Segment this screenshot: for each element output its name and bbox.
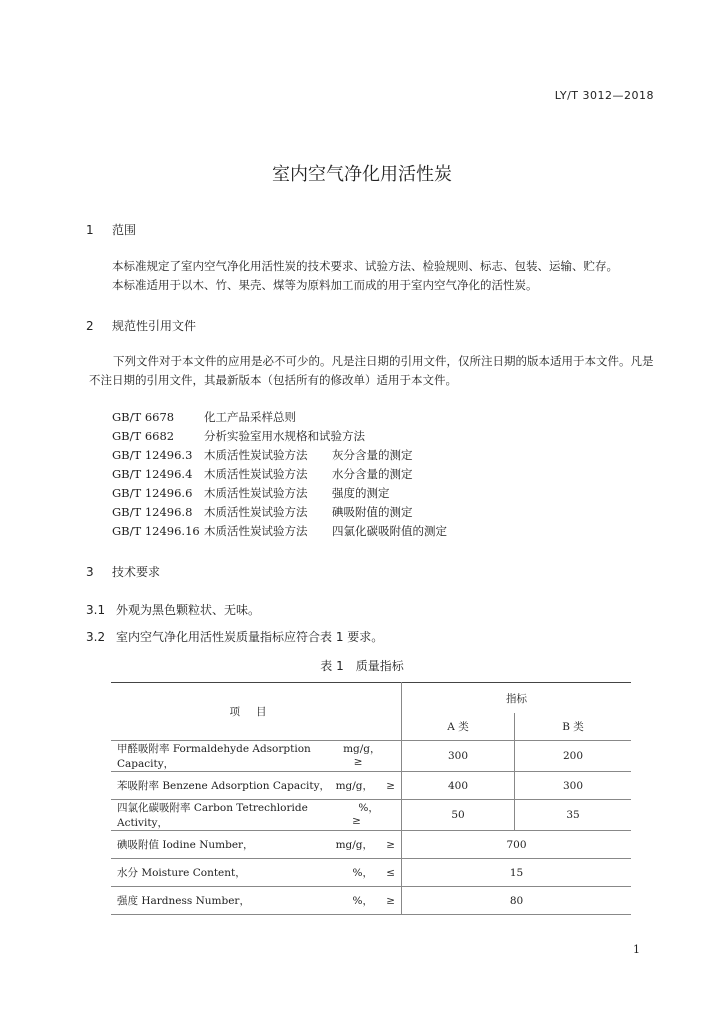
row-unit: %， bbox=[352, 867, 373, 879]
table-row bbox=[111, 741, 631, 772]
reference-item bbox=[112, 409, 296, 428]
reference-code: GB/T 6678 bbox=[112, 410, 175, 424]
reference-category: 木质活性炭试验方法 bbox=[204, 467, 308, 481]
reference-code: GB/T 12496.8 bbox=[112, 505, 193, 519]
section-3-heading bbox=[86, 563, 160, 580]
reference-title: 化工产品采样总则 bbox=[204, 410, 296, 424]
section-title: 范围 bbox=[112, 223, 137, 237]
class-a-header: A 类 bbox=[402, 713, 515, 741]
row-label: 强度 Hardness Number， bbox=[117, 895, 250, 907]
reference-item bbox=[112, 466, 413, 485]
table-row bbox=[111, 859, 631, 887]
quality-table bbox=[111, 682, 631, 915]
value-b: 35 bbox=[515, 800, 632, 831]
row-comparator: ≥ bbox=[386, 839, 395, 851]
reference-code: GB/T 12496.6 bbox=[112, 486, 193, 500]
reference-title: 强度的测定 bbox=[332, 486, 390, 500]
row-comparator: ≥ bbox=[353, 756, 363, 768]
section-number: 3 bbox=[86, 565, 94, 579]
row-unit: %， bbox=[352, 895, 373, 907]
row-label: 水分 Moisture Content， bbox=[117, 867, 246, 879]
subclause-text: 外观为黑色颗粒状、无味。 bbox=[116, 603, 261, 617]
value-merged: 80 bbox=[402, 887, 632, 915]
reference-category: 木质活性炭试验方法 bbox=[204, 486, 308, 500]
page-number: 1 bbox=[633, 943, 640, 956]
subclause-number: 3.2 bbox=[86, 630, 106, 644]
row-comparator: ≥ bbox=[386, 780, 395, 792]
table-caption: 表 1 质量指标 bbox=[320, 659, 404, 673]
value-a: 400 bbox=[402, 772, 515, 800]
value-merged: 700 bbox=[402, 831, 632, 859]
section-2-heading bbox=[86, 317, 196, 334]
value-a: 300 bbox=[402, 741, 515, 772]
class-b-header: B 类 bbox=[515, 713, 632, 741]
standard-code: LY/T 3012—2018 bbox=[554, 89, 654, 102]
reference-title: 灰分含量的测定 bbox=[332, 448, 413, 462]
reference-item bbox=[112, 523, 447, 542]
table-row bbox=[111, 831, 631, 859]
row-unit: %， bbox=[358, 802, 379, 814]
row-label: 苯吸附率 Benzene Adsorption Capacity， bbox=[117, 780, 331, 792]
reference-code: GB/T 12496.16 bbox=[112, 524, 200, 538]
reference-title: 四氯化碳吸附值的测定 bbox=[332, 524, 447, 538]
subclause-3-2 bbox=[86, 628, 383, 645]
reference-title: 分析实验室用水规格和试验方法 bbox=[204, 429, 365, 443]
section-title: 规范性引用文件 bbox=[112, 319, 197, 333]
index-header: 指标 bbox=[402, 683, 632, 714]
value-a: 50 bbox=[402, 800, 515, 831]
row-comparator: ≤ bbox=[386, 867, 395, 879]
row-unit: mg/g， bbox=[343, 743, 381, 755]
reference-item bbox=[112, 447, 413, 466]
value-merged: 15 bbox=[402, 859, 632, 887]
table-row bbox=[111, 800, 631, 831]
reference-item bbox=[112, 504, 413, 523]
reference-code: GB/T 6682 bbox=[112, 429, 175, 443]
row-unit: mg/g， bbox=[335, 839, 373, 851]
reference-item bbox=[112, 428, 365, 447]
section-number: 2 bbox=[86, 319, 94, 333]
reference-title: 水分含量的测定 bbox=[332, 467, 413, 481]
section-1-heading bbox=[86, 221, 136, 238]
row-unit: mg/g， bbox=[335, 780, 373, 792]
section-title: 技术要求 bbox=[112, 565, 161, 579]
subclause-number: 3.1 bbox=[86, 603, 106, 617]
reference-code: GB/T 12496.3 bbox=[112, 448, 193, 462]
paragraph: 下列文件对于本文件的应用是必不可少的。凡是注日期的引用文件，仅所注日期的版本适用于本文件。凡是不注日期的引用文件，其最新版本（包括所有的修改单）适用于本文件。 bbox=[89, 354, 654, 387]
document-title: 室内空气净化用活性炭 bbox=[272, 164, 452, 185]
value-b: 300 bbox=[515, 772, 632, 800]
reference-title: 碘吸附值的测定 bbox=[332, 505, 413, 519]
reference-category: 木质活性炭试验方法 bbox=[204, 505, 308, 519]
row-label: 甲醛吸附率 Formaldehyde Adsorption Capacity， bbox=[117, 743, 311, 770]
reference-category: 木质活性炭试验方法 bbox=[204, 524, 308, 538]
table-row bbox=[111, 887, 631, 915]
paragraph: 本标准规定了室内空气净化用活性炭的技术要求、试验方法、检验规则、标志、包装、运输、贮存。 bbox=[112, 259, 618, 273]
row-comparator: ≥ bbox=[386, 895, 395, 907]
subclause-text: 室内空气净化用活性炭质量指标应符合表 1 要求。 bbox=[116, 630, 384, 644]
subclause-3-1 bbox=[86, 601, 260, 618]
row-comparator: ≥ bbox=[352, 815, 361, 827]
row-label: 四氯化碳吸附率 Carbon Tetrechloride Activity， bbox=[117, 802, 308, 829]
item-header: 项目 bbox=[111, 683, 402, 741]
reference-category: 木质活性炭试验方法 bbox=[204, 448, 308, 462]
row-label: 碘吸附值 Iodine Number， bbox=[117, 839, 254, 851]
paragraph: 本标准适用于以木、竹、果壳、煤等为原料加工而成的用于室内空气净化的活性炭。 bbox=[112, 278, 538, 292]
reference-item bbox=[112, 485, 390, 504]
reference-code: GB/T 12496.4 bbox=[112, 467, 193, 481]
value-b: 200 bbox=[515, 741, 632, 772]
table-row bbox=[111, 772, 631, 800]
section-number: 1 bbox=[86, 223, 94, 237]
